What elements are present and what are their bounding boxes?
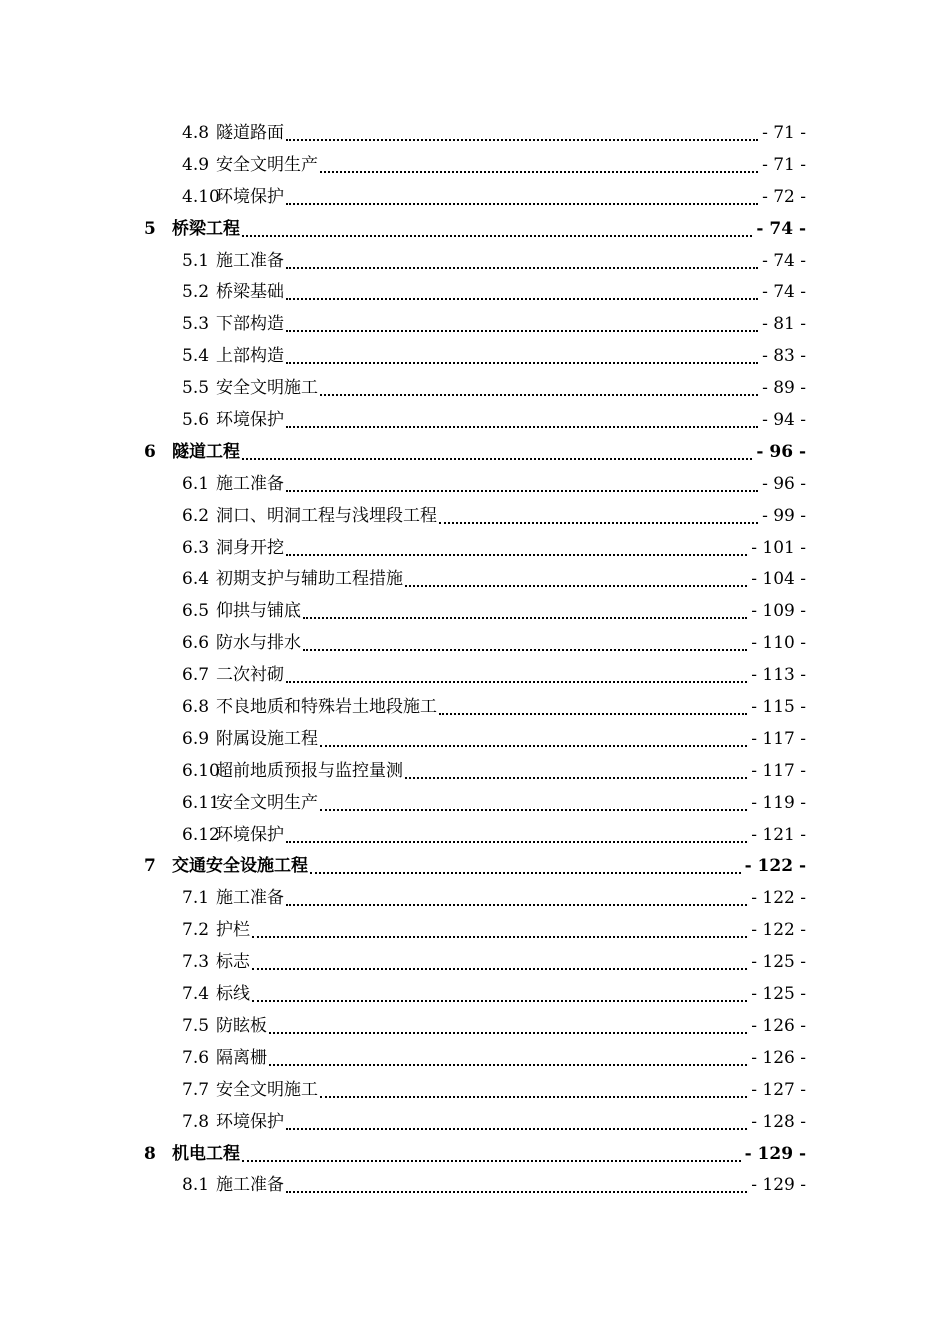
- toc-section-entry[interactable]: [0, 469, 950, 501]
- toc-entry-number: 4.9: [182, 154, 210, 175]
- toc-chapter-entry[interactable]: [0, 851, 950, 883]
- toc-section-entry[interactable]: [0, 1011, 950, 1043]
- toc-section-entry[interactable]: [0, 309, 950, 341]
- toc-entry-page: - 89 -: [762, 378, 806, 399]
- toc-entry-title: 不良地质和特殊岩土地段施工: [216, 697, 437, 718]
- toc-dot-leader: [286, 841, 747, 843]
- toc-entry-number: 6.10: [182, 760, 220, 781]
- toc-entry-page: - 113 -: [751, 665, 806, 686]
- toc-dot-leader: [320, 1096, 747, 1098]
- toc-entry-page: - 83 -: [762, 346, 806, 367]
- toc-entry-page: - 81 -: [762, 314, 806, 335]
- toc-entry-number: 7.8: [182, 1111, 210, 1132]
- toc-entry-page: - 109 -: [751, 601, 806, 622]
- toc-entry-title: 环境保护: [216, 410, 284, 431]
- toc-dot-leader: [439, 522, 758, 524]
- toc-section-entry[interactable]: [0, 788, 950, 820]
- toc-section-entry[interactable]: [0, 1075, 950, 1107]
- toc-dot-leader: [286, 267, 758, 269]
- toc-section-entry[interactable]: [0, 501, 950, 533]
- toc-section-entry[interactable]: [0, 947, 950, 979]
- toc-entry-page: - 101 -: [751, 537, 806, 558]
- toc-dot-leader: [303, 617, 747, 619]
- toc-entry-number: 6.8: [182, 697, 210, 718]
- toc-entry-title: 防水与排水: [216, 633, 301, 654]
- toc-entry-number: 8: [144, 1143, 156, 1164]
- toc-section-entry[interactable]: [0, 692, 950, 724]
- toc-entry-title: 桥梁工程: [172, 218, 240, 239]
- toc-entry-page: - 121 -: [751, 824, 806, 845]
- toc-section-entry[interactable]: [0, 756, 950, 788]
- toc-entry-page: - 72 -: [762, 186, 806, 207]
- toc-entry-number: 6.5: [182, 601, 210, 622]
- toc-entry-page: - 129 -: [744, 1143, 806, 1164]
- toc-entry-page: - 127 -: [751, 1079, 806, 1100]
- toc-entry-number: 7.1: [182, 888, 210, 909]
- toc-entry-number: 4.10: [182, 186, 220, 207]
- toc-entry-title: 交通安全设施工程: [172, 856, 308, 877]
- table-of-contents: [0, 118, 950, 1202]
- toc-dot-leader: [405, 585, 747, 587]
- toc-entry-title: 施工准备: [216, 250, 284, 271]
- toc-dot-leader: [286, 426, 758, 428]
- toc-entry-number: 6.6: [182, 633, 210, 654]
- toc-entry-title: 初期支护与辅助工程措施: [216, 569, 403, 590]
- toc-entry-number: 6: [144, 441, 156, 462]
- toc-dot-leader: [286, 681, 747, 683]
- toc-entry-page: - 126 -: [751, 1015, 806, 1036]
- toc-entry-number: 6.9: [182, 728, 210, 749]
- toc-entry-number: 6.3: [182, 537, 210, 558]
- toc-entry-page: - 117 -: [751, 760, 806, 781]
- toc-entry-title: 标线: [216, 984, 250, 1005]
- toc-entry-page: - 129 -: [751, 1175, 806, 1196]
- toc-entry-title: 附属设施工程: [216, 728, 318, 749]
- toc-entry-number: 5.3: [182, 314, 210, 335]
- toc-entry-title: 超前地质预报与监控量测: [216, 760, 403, 781]
- toc-dot-leader: [286, 298, 758, 300]
- toc-dot-leader: [252, 936, 747, 938]
- toc-entry-number: 5.6: [182, 410, 210, 431]
- toc-section-entry[interactable]: [0, 564, 950, 596]
- toc-entry-title: 上部构造: [216, 346, 284, 367]
- toc-section-entry[interactable]: [0, 118, 950, 150]
- toc-section-entry[interactable]: [0, 596, 950, 628]
- toc-entry-title: 桥梁基础: [216, 282, 284, 303]
- toc-section-entry[interactable]: [0, 820, 950, 852]
- toc-dot-leader: [320, 394, 758, 396]
- toc-section-entry[interactable]: [0, 979, 950, 1011]
- toc-entry-number: 7: [144, 856, 156, 877]
- toc-entry-title: 隧道路面: [216, 123, 284, 143]
- toc-entry-number: 8.1: [182, 1175, 210, 1196]
- toc-entry-page: - 74 -: [762, 250, 806, 271]
- toc-entry-number: 6.1: [182, 473, 210, 494]
- toc-entry-number: 5.5: [182, 378, 210, 399]
- toc-entry-page: - 122 -: [751, 888, 806, 909]
- toc-section-entry[interactable]: [0, 405, 950, 437]
- toc-entry-title: 环境保护: [216, 186, 284, 207]
- toc-entry-number: 6.11: [182, 792, 220, 813]
- toc-dot-leader: [286, 1128, 747, 1130]
- toc-section-entry[interactable]: [0, 533, 950, 565]
- toc-entry-number: 5.4: [182, 346, 210, 367]
- toc-entry-title: 施工准备: [216, 888, 284, 909]
- toc-entry-title: 洞身开挖: [216, 537, 284, 558]
- toc-entry-title: 安全文明生产: [216, 792, 318, 813]
- toc-section-entry[interactable]: [0, 1170, 950, 1202]
- toc-dot-leader: [286, 362, 758, 364]
- toc-entry-number: 6.7: [182, 665, 210, 686]
- toc-section-entry[interactable]: [0, 182, 950, 214]
- toc-section-entry[interactable]: [0, 883, 950, 915]
- toc-section-entry[interactable]: [0, 915, 950, 947]
- toc-dot-leader: [439, 713, 747, 715]
- toc-entry-title: 安全文明生产: [216, 154, 318, 175]
- toc-dot-leader: [242, 1160, 741, 1162]
- toc-entry-title: 标志: [216, 952, 250, 973]
- toc-dot-leader: [286, 1191, 747, 1193]
- toc-entry-page: - 94 -: [762, 410, 806, 431]
- toc-entry-number: 7.7: [182, 1079, 210, 1100]
- toc-chapter-entry[interactable]: [0, 1139, 950, 1171]
- toc-dot-leader: [286, 139, 758, 141]
- toc-entry-title: 护栏: [216, 920, 250, 941]
- toc-entry-page: - 122 -: [744, 856, 806, 877]
- toc-dot-leader: [286, 490, 758, 492]
- toc-entry-title: 隧道工程: [172, 441, 240, 462]
- toc-dot-leader: [320, 809, 747, 811]
- toc-section-entry[interactable]: [0, 660, 950, 692]
- toc-section-entry[interactable]: [0, 1107, 950, 1139]
- toc-entry-page: - 96 -: [762, 473, 806, 494]
- toc-entry-title: 下部构造: [216, 314, 284, 335]
- toc-entry-title: 二次衬砌: [216, 665, 284, 686]
- toc-entry-title: 施工准备: [216, 473, 284, 494]
- toc-dot-leader: [269, 1032, 747, 1034]
- toc-section-entry[interactable]: [0, 1043, 950, 1075]
- toc-entry-number: 7.3: [182, 952, 210, 973]
- toc-dot-leader: [286, 904, 747, 906]
- toc-dot-leader: [303, 649, 747, 651]
- toc-chapter-entry[interactable]: [0, 437, 950, 469]
- toc-section-entry[interactable]: [0, 628, 950, 660]
- toc-entry-page: - 117 -: [751, 728, 806, 749]
- toc-dot-leader: [286, 203, 758, 205]
- toc-entry-number: 7.2: [182, 920, 210, 941]
- toc-dot-leader: [405, 777, 747, 779]
- toc-entry-page: - 125 -: [751, 952, 806, 973]
- toc-dot-leader: [286, 330, 758, 332]
- toc-entry-title: 安全文明施工: [216, 1079, 318, 1100]
- toc-entry-number: 7.5: [182, 1015, 210, 1036]
- toc-section-entry[interactable]: [0, 341, 950, 373]
- toc-entry-page: - 122 -: [751, 920, 806, 941]
- toc-dot-leader: [320, 171, 758, 173]
- toc-entry-title: 防眩板: [216, 1015, 267, 1036]
- toc-section-entry[interactable]: [0, 724, 950, 756]
- toc-dot-leader: [320, 745, 747, 747]
- toc-entry-page: - 71 -: [762, 154, 806, 175]
- toc-entry-page: - 110 -: [751, 633, 806, 654]
- toc-entry-number: 6.12: [182, 824, 220, 845]
- toc-entry-title: 隔离栅: [216, 1047, 267, 1068]
- toc-dot-leader: [269, 1064, 747, 1066]
- toc-entry-number: 5: [144, 218, 156, 239]
- toc-dot-leader: [310, 872, 741, 874]
- toc-section-entry[interactable]: [0, 373, 950, 405]
- toc-chapter-entry[interactable]: [0, 214, 950, 246]
- toc-entry-number: 6.4: [182, 569, 210, 590]
- toc-entry-number: 5.1: [182, 250, 210, 271]
- toc-dot-leader: [252, 968, 747, 970]
- toc-entry-page: - 115 -: [751, 697, 806, 718]
- toc-entry-number: 5.2: [182, 282, 210, 303]
- toc-entry-page: - 119 -: [751, 792, 806, 813]
- toc-entry-page: - 126 -: [751, 1047, 806, 1068]
- toc-entry-page: - 99 -: [762, 505, 806, 526]
- toc-entry-page: - 104 -: [751, 569, 806, 590]
- toc-dot-leader: [252, 1000, 747, 1002]
- toc-entry-title: 安全文明施工: [216, 378, 318, 399]
- toc-entry-title: 环境保护: [216, 824, 284, 845]
- toc-entry-page: - 74 -: [762, 282, 806, 303]
- toc-entry-page: - 74 -: [756, 218, 806, 239]
- toc-dot-leader: [286, 554, 747, 556]
- toc-entry-page: - 125 -: [751, 984, 806, 1005]
- toc-dot-leader: [242, 458, 752, 460]
- toc-entry-number: 7.4: [182, 984, 210, 1005]
- toc-entry-number: 6.2: [182, 505, 210, 526]
- toc-entry-number: 4.8: [182, 123, 210, 143]
- toc-entry-title: 洞口、明洞工程与浅埋段工程: [216, 505, 437, 526]
- toc-section-entry[interactable]: [0, 150, 950, 182]
- toc-section-entry[interactable]: [0, 277, 950, 309]
- toc-entry-title: 环境保护: [216, 1111, 284, 1132]
- toc-entry-title: 机电工程: [172, 1143, 240, 1164]
- toc-entry-page: - 71 -: [762, 123, 806, 143]
- toc-entry-title: 施工准备: [216, 1175, 284, 1196]
- toc-entry-number: 7.6: [182, 1047, 210, 1068]
- toc-entry-title: 仰拱与铺底: [216, 601, 301, 622]
- toc-entry-page: - 128 -: [751, 1111, 806, 1132]
- toc-entry-page: - 96 -: [756, 441, 806, 462]
- toc-dot-leader: [242, 235, 752, 237]
- toc-section-entry[interactable]: [0, 246, 950, 278]
